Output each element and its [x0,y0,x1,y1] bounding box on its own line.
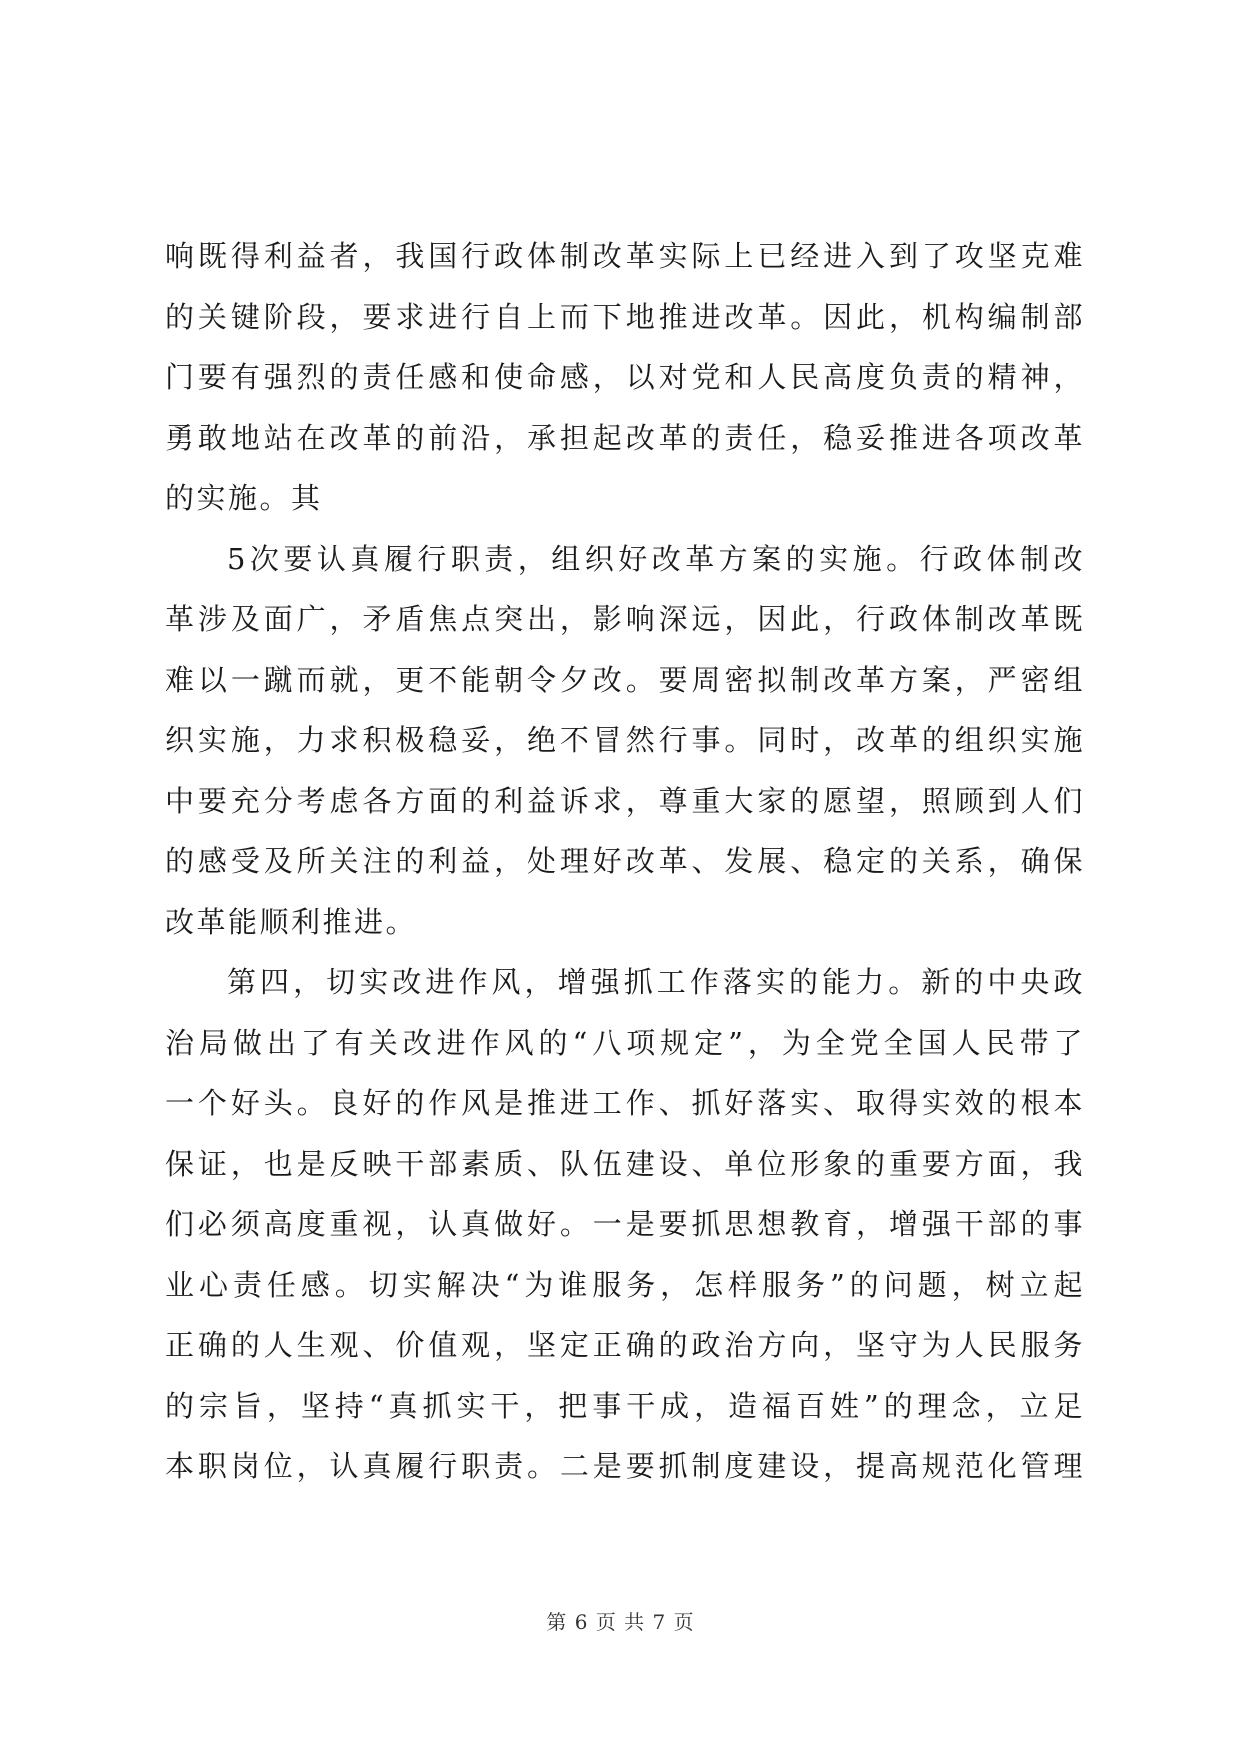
text-line: 的关键阶段，要求进行自上而下地推进改革。因此，机构编制部 [165,299,1085,334]
text-line: 第四，切实改进作风，增强抓工作落实的能力。新的中央政 [227,965,1085,999]
text-line: 的实施。其 [165,481,323,515]
text-line: 难以一蹴而就，更不能朝令夕改。要周密拟制改革方案，严密组 [165,662,1085,697]
page-footer: 第 6 页 共 7 页 [546,1610,695,1634]
text-line: 业心责任感。切实解决“为谁服务，怎样服务”的问题，树立起 [165,1267,1085,1302]
text-line: 一个好头。良好的作风是推进工作、抓好落实、取得实效的根本 [165,1086,1085,1120]
text-line: 改革能顺利推进。 [165,904,418,939]
text-line: 响既得利益者，我国行政体制改革实际上已经进入到了攻坚克难 [165,239,1085,273]
text-line: 本职岗位，认真履行职责。二是要抓制度建设，提高规范化管理 [165,1449,1085,1483]
text-line: 保证，也是反映干部素质、队伍建设、单位形象的重要方面，我 [165,1146,1085,1181]
text-line: 们必须高度重视，认真做好。一是要抓思想教育，增强干部的事 [165,1207,1085,1241]
text-line: 织实施，力求积极稳妥，绝不冒然行事。同时，改革的组织实施 [165,723,1085,757]
text-line: 的宗旨，坚持“真抓实干，把事干成，造福百姓”的理念，立足 [165,1388,1085,1423]
text-line: 勇敢地站在改革的前沿，承担起改革的责任，稳妥推进各项改革 [165,420,1085,455]
text-line: 门要有强烈的责任感和使命感，以对党和人民高度负责的精神， [165,360,1085,394]
text-line: 中要充分考虑各方面的利益诉求，尊重大家的愿望，照顾到人们 [165,783,1085,818]
text-line: 革涉及面广，矛盾焦点突出，影响深远，因此，行政体制改革既 [165,602,1085,636]
text-line: 正确的人生观、价值观，坚定正确的政治方向，坚守为人民服务 [165,1328,1085,1362]
document-body [165,226,1085,1497]
text-line: 治局做出了有关改进作风的“八项规定”，为全党全国人民带了 [165,1025,1085,1060]
text-line: 的感受及所关注的利益，处理好改革、发展、稳定的关系，确保 [165,844,1085,878]
text-line: 5次要认真履行职责，组织好改革方案的实施。行政体制改 [227,541,1085,576]
